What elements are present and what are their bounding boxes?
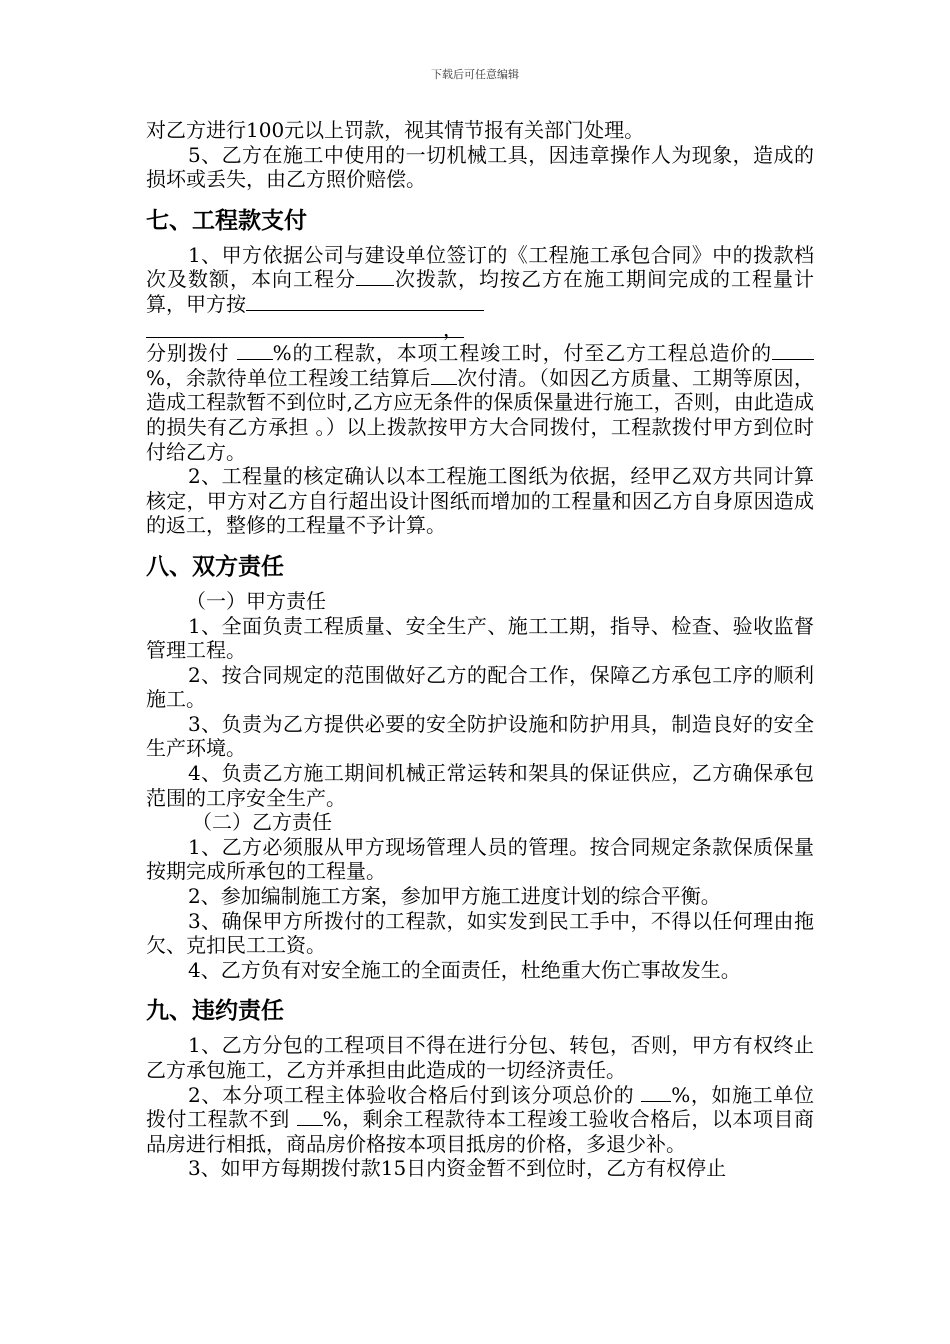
text: %的工程款，本项工程竣工时，付至乙方工程总造价的 (272, 341, 772, 366)
paragraph-party-b-2: 2、参加编制施工方案，参加甲方施工进度计划的综合平衡。 (188, 884, 721, 909)
paragraph-party-b-1: 1、乙方必须服从甲方现场管理人员的管理。按合同规定条款保质保量按期完成所承包的工程量。 (146, 834, 814, 884)
blank-percent-2 (772, 341, 814, 360)
paragraph-party-a-4: 4、负责乙方施工期间机械正常运转和架具的保证供应，乙方确保承包范围的工序安全生产。 (146, 761, 814, 810)
paragraph-party-b-4: 4、乙方负有对安全施工的全面责任，杜绝重大伤亡事故发生。 (188, 957, 741, 982)
paragraph-payment-1 (146, 243, 814, 317)
paragraph-breach-3: 3、如甲方每期拨付款15日内资金暂不到位时，乙方有权停止 (188, 1156, 727, 1181)
blank-installments (356, 267, 394, 286)
blank-installments-2 (431, 366, 457, 385)
section-8-heading: 八、双方责任 (146, 553, 284, 580)
text: 1、甲方依据公司与建设单位签订的《工程施工承包合同》中的拨款档次及数额，本向工程分 (146, 242, 814, 292)
document-body (146, 118, 814, 1181)
section-7-heading: 七、工程款支付 (146, 207, 307, 234)
text: ， (443, 316, 463, 341)
text: %，剩余工程款待本工程竣工验收合格后，以本项目商品房进行相抵，商品房价格按本项目抵房的价格，多退少补。 (146, 1107, 814, 1156)
section-9-heading: 九、违约责任 (146, 998, 284, 1025)
blank-line-row (146, 317, 814, 342)
paragraph-tools-compensation: 5、乙方在施工中使用的一切机械工具，因违章操作人为现象，造成的损坏或丢失，由乙方照价赔偿。 (146, 142, 814, 192)
text: 2、本分项工程主体验收合格后付到该分项总价的 (188, 1082, 642, 1107)
paragraph-party-a-1: 1、全面负责工程质量、安全生产、施工工期，指导、检查、验收监督管理工程。 (146, 613, 814, 663)
subheading-party-a: （一）甲方责任 (186, 588, 326, 613)
blank-percent-4 (297, 1107, 323, 1126)
paragraph-party-a-3: 3、负责为乙方提供必要的安全防护设施和防护用具，制造良好的安全生产环境。 (146, 711, 814, 761)
paragraph-payment-1-cont (146, 341, 814, 464)
blank-payment-basis (246, 292, 484, 311)
paragraph-penalty-continued: 对乙方进行100元以上罚款，视其情节报有关部门处理。 (146, 118, 645, 142)
blank-long-line (146, 319, 464, 338)
page-header-note: 下载后可任意编辑 (431, 68, 519, 81)
subheading-party-b: （二）乙方责任 (192, 810, 332, 835)
text: 分别拨付 (146, 341, 237, 366)
paragraph-breach-1: 1、乙方分包的工程项目不得在进行分包、转包，否则，甲方有权终止乙方承包施工，乙方并承担由此造成的一切经济责任。 (146, 1033, 814, 1082)
paragraph-payment-2: 2、工程量的核定确认以本工程施工图纸为依据，经甲乙双方共同计算核定，甲方对乙方自行超出设计图纸而增加的工程量和因乙方自身原因造成的返工，整修的工程量不予计算。 (146, 464, 814, 538)
text: 次付清。（如因乙方质量、工期等原因，造成工程款暂不到位时,乙方应无条件的保质保量进行施工，否则，由此造成的损失有乙方承担 。）以上拨款按甲方大合同拨付，工程款拨付甲方到位时付给乙方。 (146, 365, 814, 464)
paragraph-party-b-3: 3、确保甲方所拨付的工程款，如实发到民工手中，不得以任何理由拖欠、克扣民工工资。 (146, 908, 814, 958)
paragraph-breach-2 (146, 1083, 814, 1157)
text: %，余款待单位工程竣工结算后 (146, 365, 431, 390)
text: %，如施工单位拨付工程款不到 (146, 1082, 814, 1132)
text: 次拨款，均按乙方在施工期间完成的工程量计算，甲方按 (146, 267, 814, 316)
blank-percent-1 (237, 341, 273, 360)
paragraph-party-a-2: 2、按合同规定的范围做好乙方的配合工作，保障乙方承包工序的顺利施工。 (146, 662, 814, 712)
blank-percent-3 (641, 1083, 671, 1102)
